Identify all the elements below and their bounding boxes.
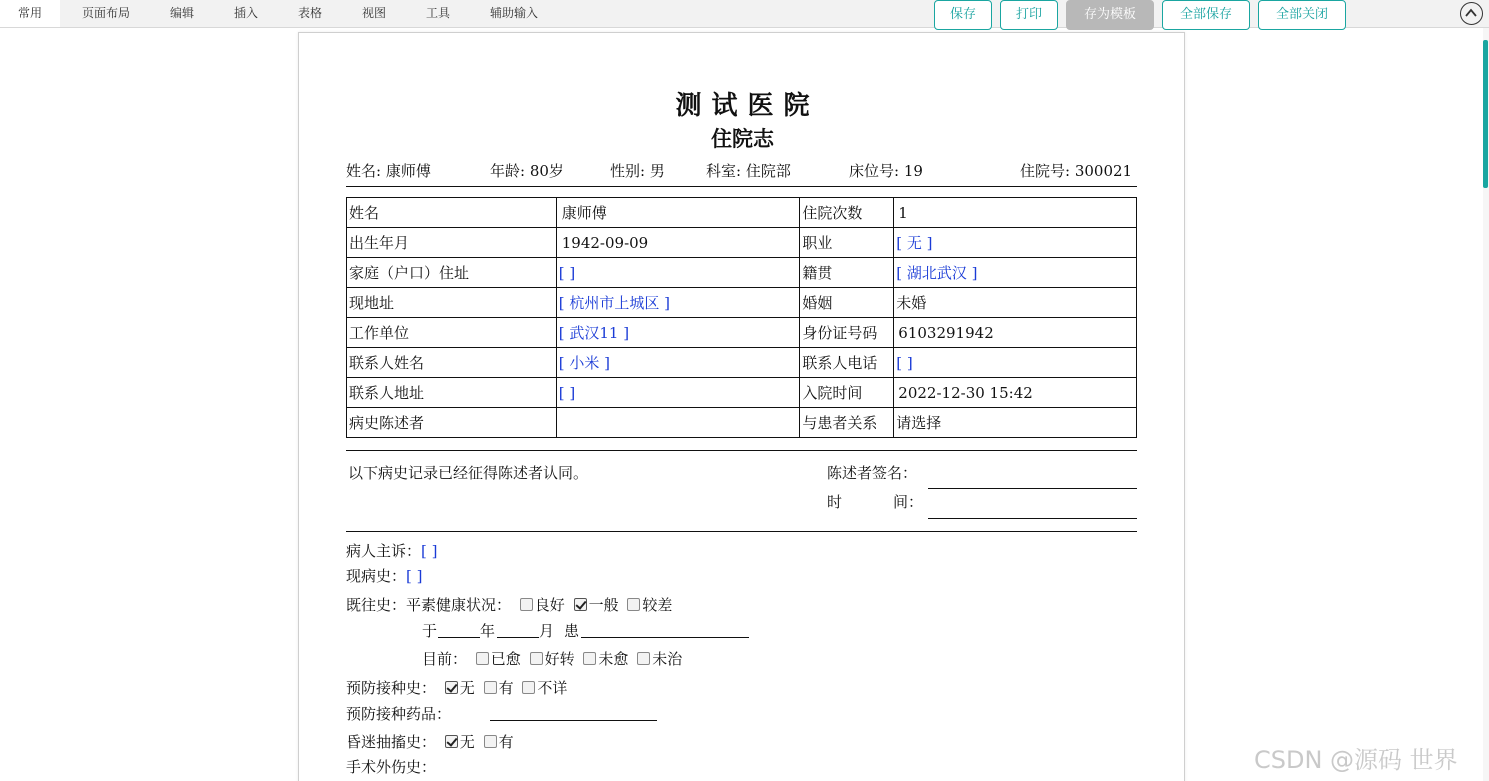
table-label: 病史陈述者: [347, 408, 557, 438]
table-value[interactable]: 1942-09-09: [556, 228, 800, 258]
table-value[interactable]: [ ]: [894, 348, 1137, 378]
table-value[interactable]: 1: [894, 198, 1137, 228]
table-label: 家庭（户口）住址: [347, 258, 557, 288]
save-button[interactable]: 保存: [934, 0, 992, 30]
relationship-select[interactable]: 请选择: [894, 408, 1137, 438]
present-illness-field[interactable]: [ ]: [406, 567, 423, 585]
narrator-sign-label: 陈述者签名：: [827, 464, 918, 482]
table-label: 联系人地址: [347, 378, 557, 408]
current-status-line: [422, 648, 682, 669]
header-admission-no: 住院号: 300021: [1020, 162, 1133, 180]
table-label: 联系人电话: [800, 348, 894, 378]
vaccination-unknown-checkbox[interactable]: [522, 681, 535, 694]
table-label: 出生年月: [347, 228, 557, 258]
table-value[interactable]: [ 杭州市上城区 ]: [556, 288, 800, 318]
health-average-label: 一般: [588, 596, 619, 614]
hospital-name: 测试医院: [675, 91, 820, 121]
current-improved-checkbox[interactable]: [530, 652, 543, 665]
vaccination-line: [346, 677, 567, 698]
tab-view[interactable]: 视图: [361, 6, 386, 20]
document-page: [298, 32, 1185, 781]
table-label: 身份证号码: [800, 318, 894, 348]
current-healed-checkbox[interactable]: [476, 652, 489, 665]
table-value[interactable]: [ 小米 ]: [556, 348, 800, 378]
collapse-ribbon-button[interactable]: [1460, 2, 1483, 25]
table-label: 入院时间: [800, 378, 894, 408]
table-row: [347, 378, 1137, 408]
past-history-label: 既往史：平素健康状况：: [346, 596, 512, 614]
illness-suffer-label: 患: [564, 622, 580, 640]
chief-complaint-label: 病人主诉：: [346, 542, 422, 560]
health-average-checkbox[interactable]: [574, 598, 587, 611]
table-label: 籍贯: [800, 258, 894, 288]
scrollbar-thumb[interactable]: [1483, 40, 1488, 188]
coma-yes-checkbox[interactable]: [484, 735, 497, 748]
header-divider: [346, 186, 1137, 187]
vaccination-yes-label: 有: [498, 679, 514, 697]
table-value[interactable]: [ 武汉11 ]: [556, 318, 800, 348]
illness-year-field[interactable]: [438, 637, 480, 638]
time-label-a: 时: [827, 493, 843, 511]
coma-none-checkbox[interactable]: [445, 735, 458, 748]
vertical-scrollbar[interactable]: [1483, 28, 1489, 781]
current-untreated-checkbox[interactable]: [637, 652, 650, 665]
header-name: 姓名: 康师傅: [346, 162, 431, 180]
tab-assist-input[interactable]: 辅助输入: [489, 6, 538, 20]
present-illness-line: [346, 565, 423, 586]
vaccination-none-checkbox[interactable]: [445, 681, 458, 694]
past-history-line: [346, 594, 672, 615]
table-value[interactable]: 6103291942: [894, 318, 1137, 348]
illness-disease-field[interactable]: [581, 637, 749, 638]
table-row: [347, 288, 1137, 318]
tab-tools[interactable]: 工具: [425, 6, 450, 20]
present-illness-label: 现病史：: [346, 567, 407, 585]
current-healed-label: 已愈: [490, 650, 521, 668]
vaccination-yes-checkbox[interactable]: [484, 681, 497, 694]
section-divider: [346, 450, 1137, 451]
vaccine-drug-field[interactable]: [490, 720, 657, 721]
health-good-checkbox[interactable]: [520, 598, 533, 611]
coma-none-label: 无: [459, 733, 475, 751]
vaccine-drug-label: 预防接种药品：: [346, 705, 452, 723]
header-bed: 床位号: 19: [849, 162, 923, 180]
watermark: CSDN @源码 世界: [1254, 746, 1458, 774]
table-label: 现地址: [347, 288, 557, 318]
table-row: [347, 228, 1137, 258]
save-as-template-button[interactable]: 存为模板: [1066, 0, 1154, 30]
table-row: [347, 408, 1137, 438]
header-department: 科室: 住院部: [706, 162, 791, 180]
chief-complaint-field[interactable]: [ ]: [421, 542, 438, 560]
health-poor-label: 较差: [642, 596, 673, 614]
current-unhealed-label: 未愈: [598, 650, 629, 668]
vaccination-label: 预防接种史：: [346, 679, 437, 697]
coma-line: [346, 731, 514, 752]
chief-complaint-line: [346, 540, 438, 561]
tab-insert[interactable]: 插入: [233, 6, 258, 20]
table-label: 与患者关系: [800, 408, 894, 438]
vaccination-unknown-label: 不详: [537, 679, 568, 697]
close-all-button[interactable]: 全部关闭: [1258, 0, 1346, 30]
table-label: 联系人姓名: [347, 348, 557, 378]
table-value[interactable]: 康师傅: [556, 198, 800, 228]
surgery-label: 手术外伤史：: [346, 758, 437, 776]
ribbon-toolbar: [0, 0, 1489, 28]
tab-page-layout[interactable]: 页面布局: [81, 6, 130, 20]
table-label: 婚姻: [800, 288, 894, 318]
illness-year-label: 年: [480, 622, 496, 640]
table-row: [347, 258, 1137, 288]
table-label: 姓名: [347, 198, 557, 228]
tab-common[interactable]: 常用: [0, 0, 60, 27]
save-all-button[interactable]: 全部保存: [1162, 0, 1250, 30]
consent-text: 以下病史记录已经征得陈述者认同。: [348, 464, 589, 482]
illness-month-label: 月: [539, 622, 555, 640]
table-value[interactable]: [ ]: [556, 258, 800, 288]
table-label: 职业: [800, 228, 894, 258]
health-poor-checkbox[interactable]: [627, 598, 640, 611]
current-unhealed-checkbox[interactable]: [583, 652, 596, 665]
narrator-sign-field[interactable]: [928, 488, 1137, 489]
vaccination-none-label: 无: [459, 679, 475, 697]
health-good-label: 良好: [534, 596, 565, 614]
tab-edit[interactable]: 编辑: [169, 6, 194, 20]
table-value[interactable]: [ 湖北武汉 ]: [894, 258, 1137, 288]
tab-table[interactable]: 表格: [297, 6, 322, 20]
document-body: [299, 33, 1186, 781]
table-value[interactable]: [556, 408, 800, 438]
table-value[interactable]: 未婚: [894, 288, 1137, 318]
table-row: [347, 198, 1137, 228]
print-button[interactable]: 打印: [1000, 0, 1058, 30]
table-label: 住院次数: [800, 198, 894, 228]
coma-yes-label: 有: [498, 733, 514, 751]
chevron-up-icon: [1465, 8, 1477, 18]
time-field[interactable]: [928, 518, 1137, 519]
table-value[interactable]: 2022-12-30 15:42: [894, 378, 1137, 408]
table-row: [347, 348, 1137, 378]
coma-label: 昏迷抽搐史：: [346, 733, 437, 751]
current-label: 目前：: [422, 650, 468, 668]
illness-month-field[interactable]: [497, 637, 539, 638]
table-label: 工作单位: [347, 318, 557, 348]
time-label-b: 间：: [893, 493, 924, 511]
table-value[interactable]: [ ]: [556, 378, 800, 408]
header-age: 年龄: 80岁: [490, 162, 564, 180]
table-row: [347, 318, 1137, 348]
current-untreated-label: 未治: [652, 650, 683, 668]
current-improved-label: 好转: [544, 650, 575, 668]
document-title: 住院志: [711, 126, 774, 151]
section-divider: [346, 531, 1137, 532]
illness-yu-label: 于: [422, 622, 438, 640]
patient-info-table: [346, 197, 1137, 438]
header-gender: 性别: 男: [610, 162, 665, 180]
table-value[interactable]: [ 无 ]: [894, 228, 1137, 258]
